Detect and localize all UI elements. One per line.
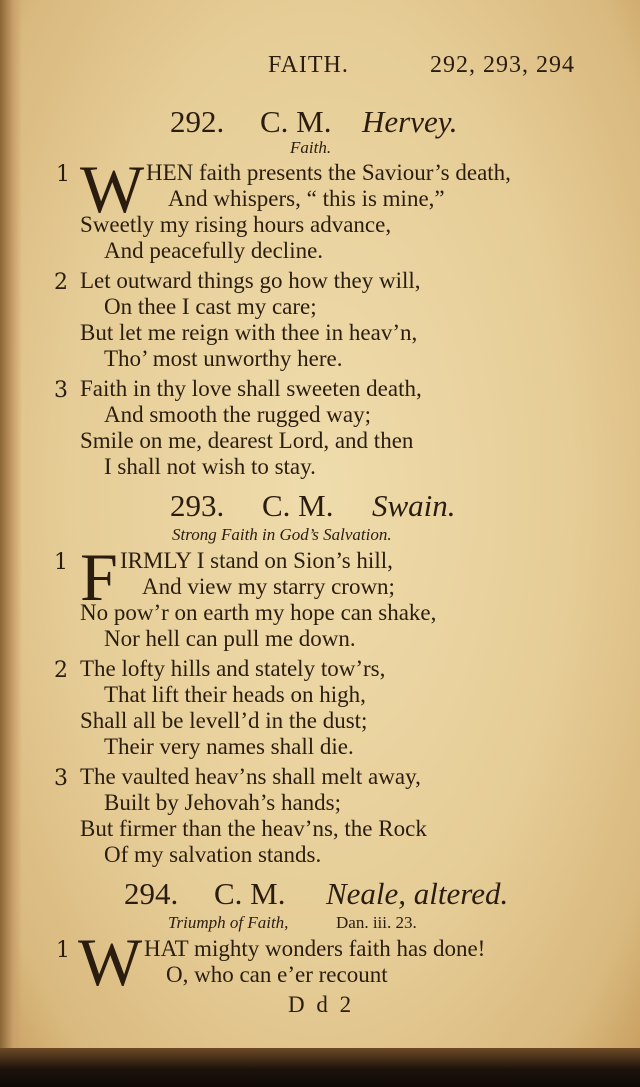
signature-mark: D d 2 — [288, 992, 355, 1017]
verse-number: 1 — [56, 938, 70, 963]
verse-line: Sweetly my rising hours advance, — [80, 212, 392, 237]
verse-line: But let me reign with thee in heav’n, — [80, 320, 418, 345]
hymn-292-tune: Hervey. — [362, 104, 458, 139]
verse-line: Nor hell can pull me down. — [104, 626, 356, 651]
drop-capital: W — [78, 924, 143, 1000]
verse-line: On thee I cast my care; — [104, 294, 317, 319]
hymn-293-meter: C. M. — [262, 488, 334, 523]
hymn-294-tune: Neale, altered. — [326, 876, 509, 911]
drop-capital: F — [80, 539, 118, 615]
verse-line: Their very names shall die. — [104, 734, 354, 759]
verse-line: HEN faith presents the Saviour’s death, — [146, 160, 511, 185]
verse-line: Shall all be levell’d in the dust; — [80, 708, 368, 733]
verse-line: Built by Jehovah’s hands; — [104, 790, 342, 815]
verse-line: Smile on me, dearest Lord, and then — [80, 428, 414, 453]
verse-line: IRMLY I stand on Sion’s hill, — [120, 548, 393, 573]
running-head-numbers: 292, 293, 294 — [430, 52, 575, 78]
drop-capital: W — [80, 151, 145, 227]
verse-line: I shall not wish to stay. — [104, 454, 316, 479]
verse-number: 1 — [54, 550, 68, 575]
verse-line: Faith in thy love shall sweeten death, — [80, 376, 422, 401]
hymn-294-scripture-ref: Dan. iii. 23. — [336, 913, 417, 932]
verse-line: But firmer than the heav’ns, the Rock — [80, 816, 427, 841]
verse-line: And smooth the rugged way; — [104, 402, 372, 427]
hymn-293-subtitle: Strong Faith in God’s Salvation. — [172, 525, 392, 544]
verse-number: 3 — [54, 378, 68, 403]
hymn-292-number: 292. — [170, 104, 225, 139]
verse-number: 2 — [54, 270, 68, 295]
verse-line: O, who can e’er recount — [166, 962, 388, 987]
verse-line: No pow’r on earth my hope can shake, — [80, 600, 437, 625]
hymn-294-number: 294. — [124, 876, 179, 911]
verse-number: 2 — [54, 658, 68, 683]
verse-line: And view my starry crown; — [142, 574, 395, 599]
verse-line: HAT mighty wonders faith has done! — [144, 936, 486, 961]
verse-line: And whispers, “ this is mine,” — [168, 186, 445, 211]
hymn-292-meter: C. M. — [260, 104, 332, 139]
verse-line: That lift their heads on high, — [104, 682, 366, 707]
hymn-292-subtitle: Faith. — [290, 138, 332, 157]
hymn-294-meter: C. M. — [214, 876, 286, 911]
page-bottom-shadow — [0, 1048, 640, 1087]
hymn-293-tune: Swain. — [372, 488, 456, 523]
verse-number: 1 — [56, 162, 70, 187]
verse-line: And peacefully decline. — [104, 238, 324, 263]
verse-number: 3 — [54, 766, 68, 791]
running-head-title: FAITH. — [268, 52, 349, 78]
verse-line: The vaulted heav’ns shall melt away, — [80, 764, 421, 789]
hymn-294-subtitle: Triumph of Faith, — [168, 913, 289, 932]
hymn-293-number: 293. — [170, 488, 225, 523]
verse-line: Let outward things go how they will, — [80, 268, 421, 293]
page-gutter-shadow — [0, 0, 22, 1087]
verse-line: Tho’ most unworthy here. — [104, 346, 343, 371]
verse-line: The lofty hills and stately tow’rs, — [80, 656, 386, 681]
verse-line: Of my salvation stands. — [104, 842, 322, 867]
